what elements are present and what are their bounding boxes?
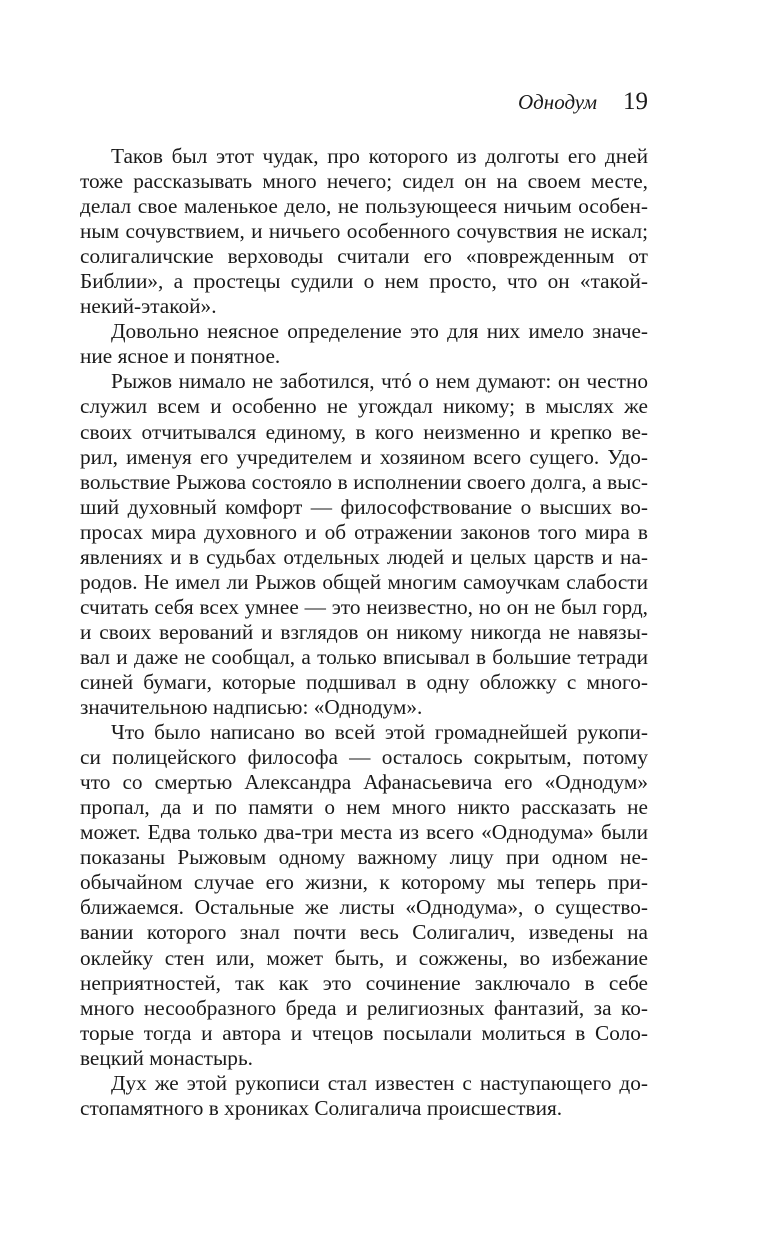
text-line: Что было написано во всей этой громаднейшей рукопи- (111, 720, 648, 745)
text-line: что со смертью Александра Афанасьевича его «Однодум» (80, 770, 648, 795)
text-line: оклейку стен или, может быть, и сожжены, во избежание (80, 945, 648, 970)
text-line: солигаличские верховоды считали его «поврежденным от (80, 244, 648, 269)
text-line: обычайном случае его жизни, к которому мы теперь при- (80, 870, 648, 895)
running-header (0, 88, 648, 116)
body-text (80, 144, 648, 1121)
text-line: и своих верований и взглядов он никому никогда не навязы- (80, 619, 648, 644)
running-title: Однодум (518, 90, 597, 114)
text-line: ближаемся. Остальные же листы «Однодума», о существо- (80, 895, 648, 920)
text-line: торые тогда и автора и чтецов посылали молиться в Соло- (80, 1020, 648, 1045)
text-line: стопамятного в хрониках Солигалича происшествия. (80, 1095, 563, 1120)
text-line: своих отчитывался единому, в кого неизменно и крепко ве- (80, 419, 648, 444)
paragraph (80, 1071, 648, 1121)
text-line: Таков был этот чудак, про которого из долготы его дней (111, 144, 648, 168)
text-line: вал и даже не сообщал, а только вписывал в большие тетради (80, 644, 648, 669)
text-line: может. Едва только два-три места из всего «Однодума» были (80, 820, 648, 845)
text-line: Рыжов нимало не заботился, чтó о нем думают: он честно (111, 369, 648, 394)
text-line: показаны Рыжовым одному важному лицу при одном не- (80, 845, 648, 870)
text-line: ние ясное и понятное. (80, 344, 281, 369)
paragraph (80, 369, 648, 720)
text-line: вании которого знал почти весь Солигалич, изведены на (80, 920, 648, 945)
text-line: ным сочувствием, и ничьего особенного сочувствия не искал; (80, 219, 648, 244)
paragraph (80, 144, 648, 319)
paragraph (80, 720, 648, 1071)
text-line: вецкий монастырь. (80, 1045, 253, 1070)
text-line: явлениях и в судьбах отдельных людей и целых царств и на- (80, 544, 648, 569)
text-line: Библии», а простецы судили о нем просто, что он «такой- (80, 269, 648, 294)
text-line: вольствие Рыжова состояло в исполнении своего долга, а выс- (80, 469, 648, 494)
paragraph (80, 319, 648, 369)
text-line: некий-этакой». (80, 294, 217, 319)
text-line: ший духовный комфорт — философствование о высших во- (80, 494, 648, 519)
text-line: делал свое маленькое дело, не пользующееся ничьим особен- (80, 194, 648, 219)
text-line: Дух же этой рукописи стал известен с наступающего до- (111, 1070, 648, 1095)
text-line: считать себя всех умнее — это неизвестно, но он не был горд, (80, 594, 648, 619)
text-line: неприятностей, так как это сочинение заключало в себе (80, 970, 648, 995)
text-line: просах мира духовного и об отражении законов того мира в (80, 519, 648, 544)
text-line: Довольно неясное определение это для них имело значе- (111, 319, 648, 344)
text-line: тоже рассказывать много нечего; сидел он на своем месте, (80, 169, 648, 194)
text-line: служил всем и особенно не угождал никому; в мыслях же (80, 394, 648, 419)
text-line: си полицейского философа — осталось сокрытым, потому (80, 745, 648, 770)
text-line: значительною надписью: «Однодум». (80, 695, 423, 720)
page-number: 19 (623, 88, 648, 115)
text-line: много несообразного бреда и религиозных фантазий, за ко- (80, 995, 648, 1020)
text-line: пропал, да и по памяти о нем много никто рассказать не (80, 795, 648, 820)
text-line: родов. Не имел ли Рыжов общей многим самоучкам слабости (80, 569, 648, 594)
text-line: синей бумаги, которые подшивал в одну обложку с много- (80, 669, 648, 694)
text-line: рил, именуя его учредителем и хозяином всего сущего. Удо- (80, 444, 648, 469)
